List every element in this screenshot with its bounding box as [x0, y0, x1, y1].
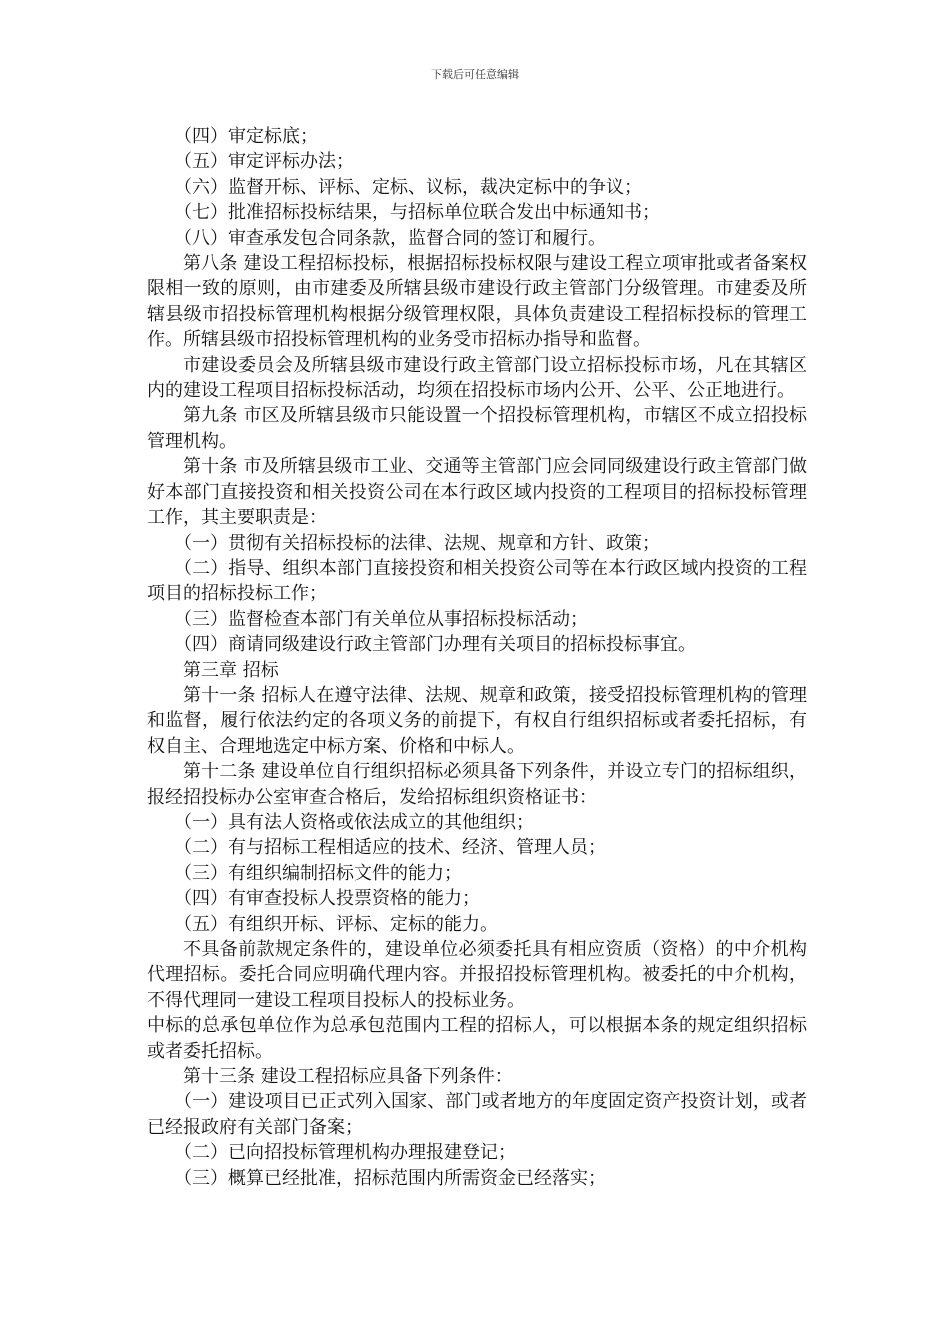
paragraph: （三）监督检查本部门有关单位从事招标投标活动；: [174, 608, 588, 630]
paragraph: （一）贯彻有关招标投标的法律、法规、规章和方针、政策；: [174, 532, 660, 554]
paragraph: 市建设委员会及所辖县级市建设行政主管部门设立招标投标市场，凡在其辖区内的建设工程项目招标投标活动，均须在招投标市场内公开、公平、公正地进行。: [147, 354, 807, 402]
paragraph: （八）审查承发包合同条款，监督合同的签订和履行。: [174, 227, 606, 249]
paragraph: （二）指导、组织本部门直接投资和相关投资公司等在本行政区域内投资的工程项目的招标投标工作；: [147, 557, 807, 605]
paragraph: （五）审定评标办法；: [174, 151, 354, 173]
paragraph: （一）具有法人资格或依法成立的其他组织；: [174, 811, 534, 833]
document-body: [147, 124, 807, 1191]
paragraph: 第九条 市区及所辖县级市只能设置一个招投标管理机构，市辖区不成立招投标管理机构。: [147, 405, 807, 452]
paragraph: （一）建设项目已正式列入国家、部门或者地方的年度固定资产投资计划，或者已经报政府有关部门备案；: [147, 1091, 807, 1138]
paragraph: （三）概算已经批准，招标范围内所需资金已经落实；: [174, 1167, 606, 1189]
paragraph: 第十一条 招标人在遵守法律、法规、规章和政策，接受招投标管理机构的管理和监督，履行依法约定的各项义务的前提下，有权自行组织招标或者委托招标，有权自主、合理地选定中标方案、价格和中标人。: [147, 684, 807, 757]
paragraph: 中标的总承包单位作为总承包范围内工程的招标人，可以根据本条的规定组织招标或者委托招标。: [147, 1015, 807, 1062]
paragraph: 第十条 市及所辖县级市工业、交通等主管部门应会同同级建设行政主管部门做好本部门直接投资和相关投资公司在本行政区域内投资的工程项目的招标投标管理工作，其主要职责是：: [147, 456, 807, 529]
paragraph: （二）已向招投标管理机构办理报建登记；: [174, 1142, 516, 1164]
paragraph: （四）商请同级建设行政主管部门办理有关项目的招标投标事宜。: [174, 634, 696, 656]
paragraph: （五）有组织开标、评标、定标的能力。: [174, 913, 498, 935]
paragraph: （七）批准招标投标结果，与招标单位联合发出中标通知书；: [174, 202, 660, 224]
paragraph: 第八条 建设工程招标投标，根据招标投标权限与建设工程立项审批或者备案权限相一致的原则，由市建委及所辖县级市建设行政主管部门分级管理。市建委及所辖县级市招投标管理机构根据分级管理权限，具体负责建设工程招标投标的管理工作。所辖县级市招投标管理机构的业务受市招标办指导和监督。: [147, 253, 807, 351]
paragraph: （四）审定标底；: [174, 126, 318, 147]
paragraph: （六）监督开标、评标、定标、议标，裁决定标中的争议；: [174, 176, 642, 198]
paragraph: 第十二条 建设单位自行组织招标必须具备下列条件，并设立专门的招标组织，报经招投标办公室审查合格后，发给招标组织资格证书：: [147, 761, 807, 808]
paragraph: （四）有审查投标人投票资格的能力；: [174, 888, 480, 910]
paragraph: （三）有组织编制招标文件的能力；: [174, 862, 462, 884]
paragraph: 第十三条 建设工程招标应具备下列条件：: [183, 1066, 513, 1088]
paragraph: （二）有与招标工程相适应的技术、经济、管理人员；: [174, 837, 606, 859]
paragraph: 第三章 招标: [183, 659, 279, 681]
paragraph: 不具备前款规定条件的，建设单位必须委托具有相应资质（资格）的中介机构代理招标。委托合同应明确代理内容。并报招投标管理机构。被委托的中介机构，不得代理同一建设工程项目投标人的投标业务。: [147, 939, 807, 1011]
page-header: 下载后可任意编辑: [431, 68, 519, 81]
